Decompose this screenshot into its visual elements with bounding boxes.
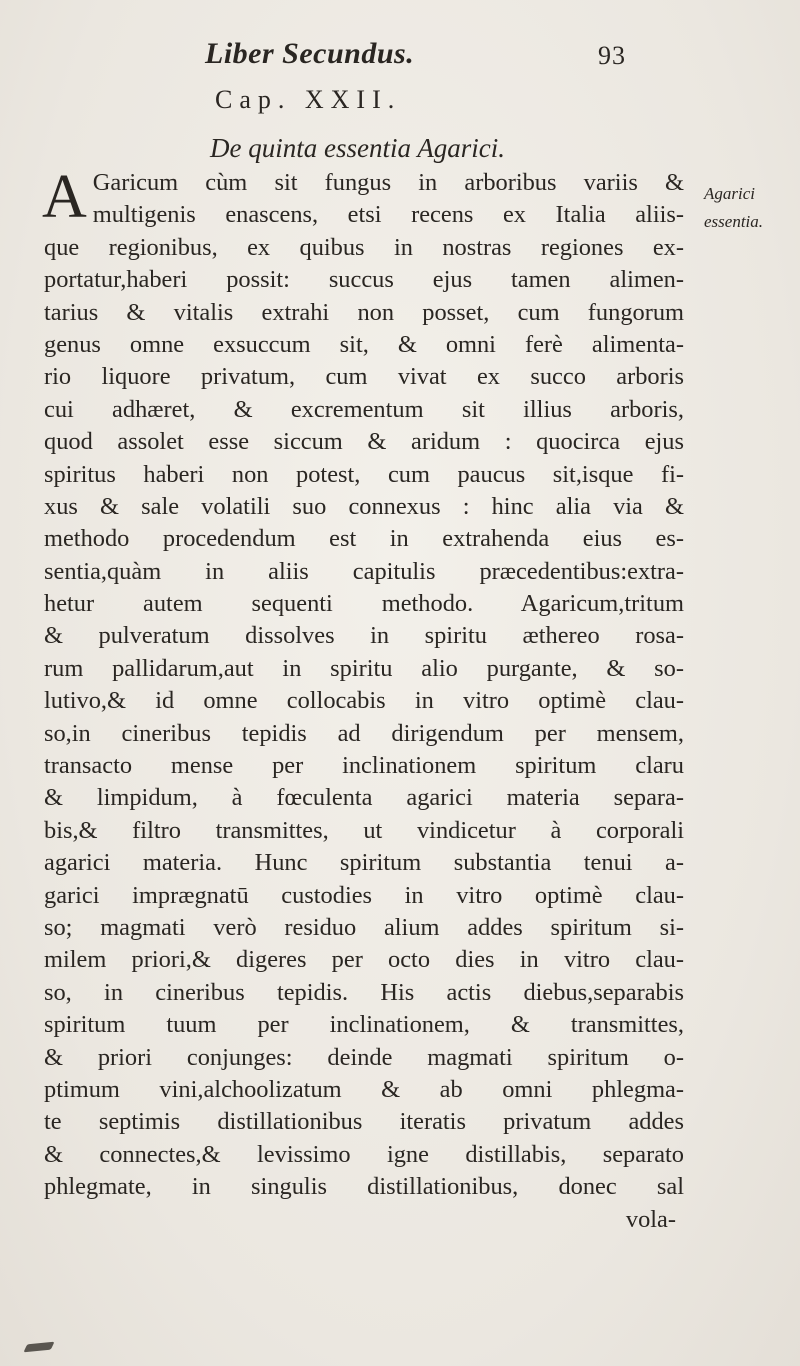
text-line: lutivo,& id omne collocabis in vitro optimè clau-	[44, 687, 684, 715]
text-line: so; magmati verò residuo alium addes spiritum si-	[44, 913, 684, 941]
page-number: 93	[598, 41, 626, 70]
text-line: & limpidum, à fœculenta agarici materia separa-	[44, 784, 684, 812]
margin-note-line: essentia.	[704, 212, 764, 231]
text-line: xus & sale volatili suo connexus : hinc alia via &	[44, 492, 684, 520]
drop-cap: A	[42, 163, 87, 231]
text-line: genus omne exsuccum sit, & omni ferè alimenta-	[44, 330, 684, 358]
text-line: methodo procedendum est in extrahenda eius es-	[44, 525, 684, 553]
margin-note-line: Agarici	[704, 184, 755, 203]
ink-smudge	[23, 1342, 54, 1353]
text-line: bis,& filtro transmittes, ut vindicetur à corporali	[44, 816, 684, 844]
text-line: cui adhæret, & excrementum sit illius arboris,	[44, 395, 684, 423]
text-line: rum pallidarum,aut in spiritu alio purgante, & so-	[44, 654, 684, 682]
catchword: vola-	[625, 1205, 676, 1233]
text-line: sentia,quàm in aliis capitulis præcedentibus:extra-	[44, 557, 684, 585]
text-line: rio liquore privatum, cum vivat ex succo arboris	[44, 363, 684, 391]
running-title: Liber Secundus.	[205, 37, 415, 70]
chapter-subtitle: De quinta essentia Agarici.	[210, 133, 505, 163]
text-line: hetur autem sequenti methodo. Agaricum,tritum	[44, 590, 684, 618]
chapter-heading: Cap. XXII.	[215, 85, 402, 114]
text-line: tarius & vitalis extrahi non posset, cum fungorum	[44, 298, 684, 326]
text-line: & connectes,& levissimo igne distillabis, separato	[44, 1140, 684, 1168]
text-line: transacto mense per inclinationem spiritum claru	[44, 752, 684, 780]
text-line: garici imprægnatū custodies in vitro optimè clau-	[44, 881, 684, 909]
text-line: quod assolet esse siccum & aridum : quocirca ejus	[44, 428, 684, 456]
text-line: so,in cineribus tepidis ad dirigendum per mensem,	[44, 719, 684, 747]
text-line: multigenis enascens, etsi recens ex Italia aliis-	[92, 201, 684, 229]
text-line: portatur,haberi possit: succus ejus tamen alimen-	[44, 266, 684, 294]
text-line: so, in cineribus tepidis. His actis diebus,separabis	[44, 978, 684, 1006]
text-line: milem priori,& digeres per octo dies in vitro clau-	[44, 946, 684, 974]
text-line: te septimis distillationibus iteratis privatum addes	[44, 1108, 684, 1136]
text-line: & pulveratum dissolves in spiritu æthereo rosa-	[44, 622, 684, 650]
text-line: que regionibus, ex quibus in nostras regiones ex-	[44, 233, 684, 261]
text-line: ptimum vini,alchoolizatum & ab omni phlegma-	[44, 1075, 684, 1103]
text-line: phlegmate, in singulis distillationibus, donec sal	[44, 1173, 684, 1201]
body-text	[42, 163, 684, 1236]
text-line: & priori conjunges: deinde magmati spiritum o-	[44, 1043, 684, 1071]
text-line: spiritum tuum per inclinationem, & transmittes,	[44, 1011, 684, 1039]
text-line: agarici materia. Hunc spiritum substantia tenui a-	[44, 849, 684, 877]
text-line: spiritus haberi non potest, cum paucus sit,isque fi-	[44, 460, 684, 488]
text-line: Garicum cùm sit fungus in arboribus variis &	[92, 169, 684, 196]
